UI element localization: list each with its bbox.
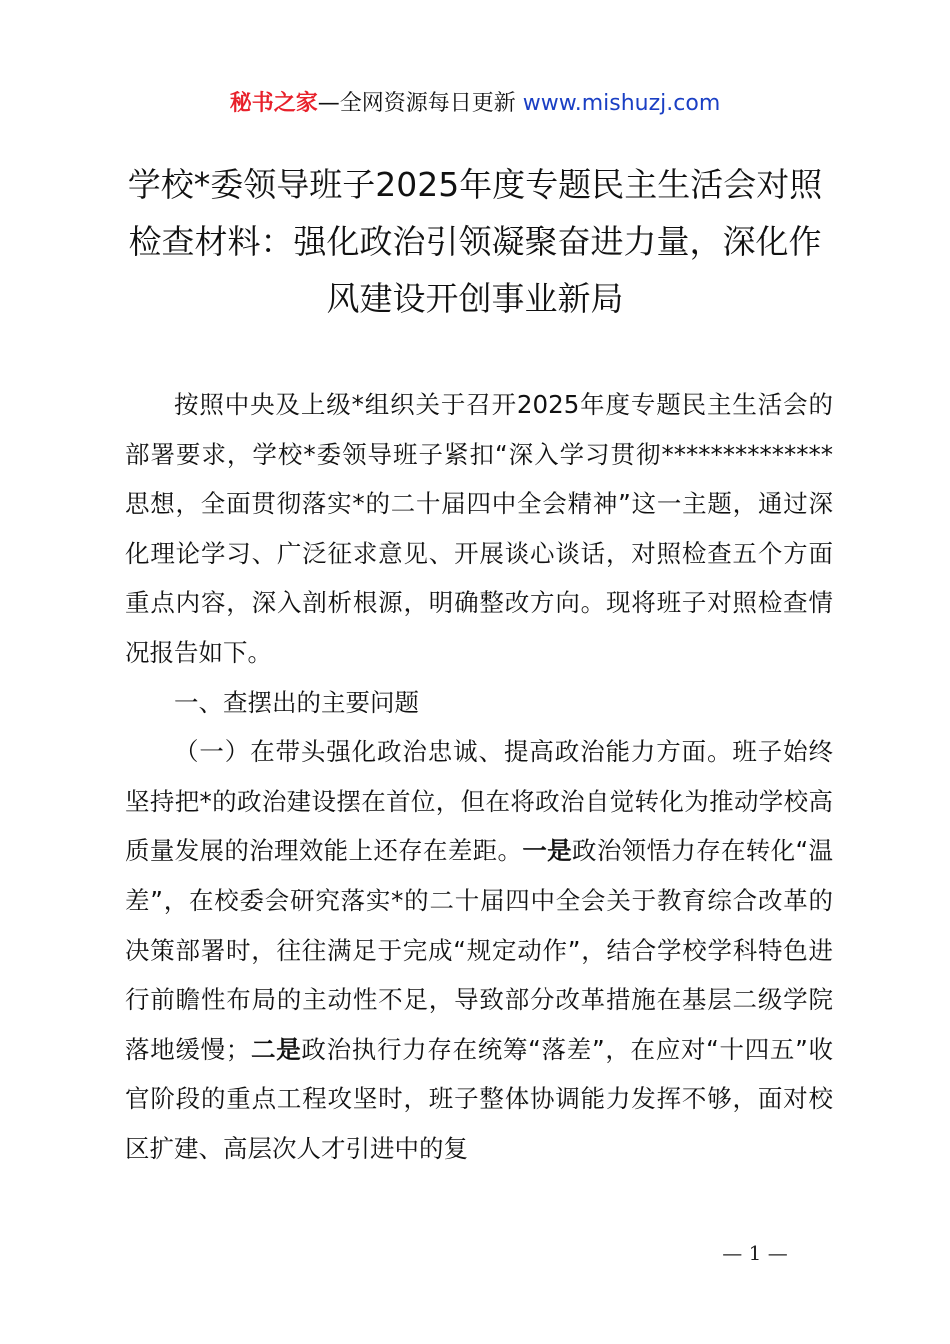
- section-heading: 一、查摆出的主要问题: [174, 687, 419, 717]
- point-two-label: 二是: [250, 1034, 302, 1064]
- subsection-paragraph: [125, 727, 833, 1173]
- page-number: — 1 —: [722, 1241, 788, 1265]
- document-title: 学校*委领导班子2025年度专题民主生活会对照检查材料：强化政治引领凝聚奋进力量，深化作风建设开创事业新局: [127, 165, 823, 318]
- site-header: [0, 88, 950, 120]
- website-link[interactable]: www.mishuzj.com: [522, 91, 721, 116]
- intro-paragraph: 按照中央及上级*组织关于召开2025年度专题民主生活会的部署要求，学校*委领导班子紧扣“深入学习贯彻**************思想，全面贯彻落实*的二十届四中全会精神”这一主题，通过深化理论学习、广泛征求意见、开展谈心谈话，对照检查五个方面重点内容，深入剖析根源，明确整改方向。现将班子对照检查情况报告如下。: [125, 390, 833, 667]
- header-slogan: —全网资源每日更新: [317, 91, 523, 116]
- brand-name: 秘书之家: [229, 91, 318, 116]
- point-one-text: 政治领悟力存在转化“温差”，在校委会研究落实*的二十届四中全会关于教育综合改革的决策部署时，往往满足于完成“规定动作”，结合学校学科特色进行前瞻性布局的主动性不足，导致部分改革措施在基层二级学院落地缓慢；: [125, 836, 833, 1064]
- document-body: [125, 380, 833, 1174]
- subsection-lead: （一）在带头强化政治忠诚、提高政治能力方面。班子始终坚持把*的政治建设摆在首位，但在将政治自觉转化为推动学校高质量发展的治理效能上还存在差距。: [125, 737, 833, 866]
- point-two-text: 政治执行力存在统筹“落差”，在应对“十四五”收官阶段的重点工程攻坚时，班子整体协调能力发挥不够，面对校区扩建、高层次人才引进中的复: [125, 1034, 833, 1163]
- point-one-label: 一是: [522, 836, 572, 866]
